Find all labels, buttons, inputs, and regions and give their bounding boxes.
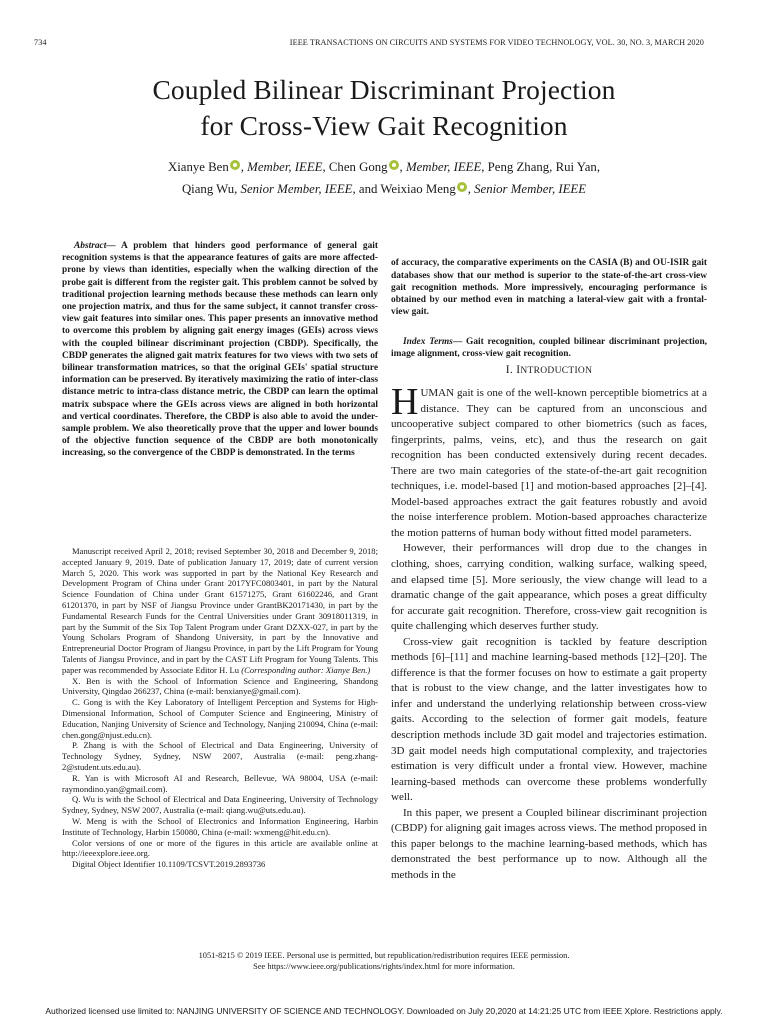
- copyright-notice: [0, 950, 768, 972]
- paragraph: HUMAN gait is one of the well-known perceptible biometrics at a distance. They can be captured from an unconscious and uncooperative subject compared to other biometrics (such as faces, fingerprints, palms, veins, etc), and thus the research on gait recognition has been conducted extensively during recent decades. There are two main categories of the state-of-the-art gait recognition techniques, i.e. model-based [1] and motion-based approaches [2]–[4]. Model-based approaches extract the gait features robustly and avoid the noise interference problem. Motion-based approaches characterize the motion patterns of human body without fitted model parameters.: [391, 381, 707, 539]
- author-gong: , Chen Gong: [322, 160, 388, 174]
- author-line-2: [0, 178, 768, 200]
- running-header: [34, 38, 704, 52]
- footnote-affiliation: Q. Wu is with the School of Electrical and Data Engineering, University of Technology Sydney, Sydney, NSW 2007, Australia (e-mail: qiang.wu@uts.edu.au).: [62, 794, 378, 816]
- page-number: 734: [34, 38, 47, 47]
- footnote-doi: Digital Object Identifier 10.1109/TCSVT.2019.2893736: [72, 859, 266, 870]
- section-name: NTRODUCTION: [520, 366, 593, 376]
- author-meng: , and Weixiao Meng: [352, 182, 456, 196]
- drop-cap: H: [391, 381, 419, 423]
- section-number: I. I: [505, 364, 521, 376]
- author-role: , Senior Member, IEEE: [467, 182, 587, 196]
- abstract-continued: [391, 248, 707, 328]
- introduction-body: [391, 381, 707, 884]
- author-role: , Member, IEEE: [240, 160, 323, 174]
- author-zhang-yan: , Peng Zhang, Rui Yan,: [481, 160, 601, 174]
- journal-name: IEEE TRANSACTIONS ON CIRCUITS AND SYSTEMS FOR VIDEO TECHNOLOGY, VOL. 30, NO. 3, MARCH 2020: [289, 38, 704, 47]
- index-terms-text: — Gait recognition, coupled bilinear discriminant projection, image alignment, cross-view gait recognition.: [391, 337, 707, 360]
- author-list: [0, 156, 768, 200]
- copyright-line-2: See https://www.ieee.org/publications/rights/index.html for more information.: [253, 962, 515, 971]
- author-role: , Member, IEEE: [399, 160, 482, 174]
- footnote-manuscript: Manuscript received April 2, 2018; revised September 30, 2018 and December 9, 2018; accepted January 9, 2019. Date of publication January 17, 2019; date of current version March 5, 2020. This work was supported in part by the National Key Research and Development Program of China under Grant 2017YFC0803401, in part by the Natural Science Foundation of China under Grant 61571275, Grant 61602246, and Grant 61201370, in part by NSF of Jiangsu Province under GrantBK20171430, in part by the Fundamental Research Funds for the Central Universities under Grant 30918011319, in part by the Summit of the Six Top Talent Program under Grant DZXX-027, in part by the Young Scholars Program of Shandong University, in part by the Innovative and Entrepreneurial Doctor Program of Jiangsu Province, in part by the Lift Program for Young Talents of Jiangsu Province, and in part by the CAST Lift Program for Young Talents. This paper was recommended by Associate Editor H. Lu (Corresponding author: Xianye Ben.): [62, 546, 378, 675]
- paragraph: In this paper, we present a Coupled bilinear discriminant projection (CBDP) for aligning gait images across views. The method proposed in this paper belongs to the machine learning-based methods, which has demonstrated the best performance up to now. Although all the methods in the: [391, 806, 707, 881]
- author-ben: Xianye Ben: [167, 160, 229, 174]
- author-wu: Qiang Wu,: [181, 182, 241, 196]
- orcid-icon[interactable]: [230, 160, 240, 170]
- author-role: Senior Member, IEEE: [240, 182, 353, 196]
- title-line-1: Coupled Bilinear Discriminant Projection: [152, 74, 616, 105]
- footnote-color: Color versions of one or more of the figures in this article are available online at http://ieeexplore.ieee.org.: [62, 837, 378, 859]
- paper-title: [0, 72, 768, 144]
- abstract: [62, 240, 378, 460]
- license-banner: Authorized licensed use limited to: NANJING UNIVERSITY OF SCIENCE AND TECHNOLOGY. Downloaded on July 20,2020 at 14:21:25 UTC from IEEE Xplore. Restrictions apply.: [45, 1006, 723, 1016]
- title-line-2: for Cross-View Gait Recognition: [200, 110, 568, 141]
- footnote-affiliation: C. Gong is with the Key Laboratory of Intelligent Perception and Systems for High-Dimensional Information, School of Computer Science and Engineering, Ministry of Education, Nanjing University of Science and Technology, Nanjing 210094, China (e-mail: chen.gong@njust.edu.cn).: [62, 697, 378, 740]
- author-line-1: [0, 156, 768, 178]
- section-heading: [391, 364, 707, 376]
- footnote-affiliation: W. Meng is with the School of Electronics and Information Engineering, Harbin Institute of Technology, Harbin 150080, China (e-mail: wxmeng@hit.edu.cn).: [62, 815, 378, 837]
- abstract-text-continued: of accuracy, the comparative experiments on the CASIA (B) and OU-ISIR gait databases show that our method is superior to the state-of-the-art cross-view gait recognition methods. More impressively, encouraging performance is obtained by our method even in matching a lateral-view gait with a frontal-view gait.: [391, 258, 707, 318]
- abstract-label: Abstract: [74, 241, 107, 251]
- index-terms: [391, 336, 707, 360]
- orcid-icon[interactable]: [457, 182, 467, 192]
- paragraph: However, their performances will drop due to the changes in clothing, shoes, carrying condition, walking surface, walking speed, and elapsed time [5]. More seriously, the view change will lead to a dramatic change of the gait appearance, which poses a great difficulty for accurate gait recognition. Therefore, cross-view gait recognition is quite challenging which deserves further study.: [391, 542, 707, 633]
- index-terms-label: Index Terms: [403, 337, 453, 347]
- footnote-affiliation: X. Ben is with the School of Information Science and Engineering, Shandong University, Qingdao 266237, China (e-mail: benxianye@gmail.com).: [62, 675, 378, 697]
- footnotes: [62, 546, 378, 870]
- copyright-line-1: 1051-8215 © 2019 IEEE. Personal use is permitted, but republication/redistribution requires IEEE permission.: [198, 951, 570, 960]
- orcid-icon[interactable]: [389, 160, 399, 170]
- footnote-affiliation: P. Zhang is with the School of Electrical and Data Engineering, University of Technology Sydney, Sydney, NSW 2007, Australia (e-mail: peng.zhang-2@student.uts.edu.au).: [62, 740, 378, 772]
- abstract-text: — A problem that hinders good performance of general gait recognition systems is that the appearance features of gaits are more affected-prone by views than identities, especially when the walking direction of the probe gait is different from the register gait. This problem cannot be solved by traditional projection learning methods because these methods can learn only one projection matrix, and thus for the same subject, it cannot transfer cross-view gait features into similar ones. This paper presents an innovative method to overcome this problem by aligning gait energy images (GEIs) across views with the coupled bilinear discriminant projection (CBDP). Specifically, the CBDP generates the aligned gait matrix features for two views with two sets of bilinear transformation matrices, so that the original GEIs' spatial structure information can be preserved. By iteratively maximizing the ratio of inter-class distance metric to intra-class distance metric, the CBDP can learn the optimal matrix subspace where the GEIs across views are aligned in both horizontal and vertical coordinates. Therefore, the CBDP is also able to avoid the under-sample problem. We also theoretically prove that the upper and lower bounds of the objective function sequence of the CBDP are both monotonically increasing, so the convergence of the CBDP is demonstrated. In the terms: [62, 241, 378, 459]
- paragraph: Cross-view gait recognition is tackled by feature description methods [6]–[11] and machine learning-based methods [12]–[20]. The difference is that the former focuses on how to estimate a gait property that is robust to the view change, and the latter investigates how to infer and understand the underlying relationship between cross-view gaits. According to the selection of former gait models, feature description methods include 3D gait model and trajectories estimation. 3D gait model needs high computational complexity, and trajectories estimation is very difficult under a frontal view. However, machine learning-based methods can overcome these problems wonderfully well.: [391, 635, 707, 804]
- footnote-affiliation: R. Yan is with Microsoft AI and Research, Bellevue, WA 98004, USA (e-mail: raymondino.yan@gmail.com).: [62, 772, 378, 794]
